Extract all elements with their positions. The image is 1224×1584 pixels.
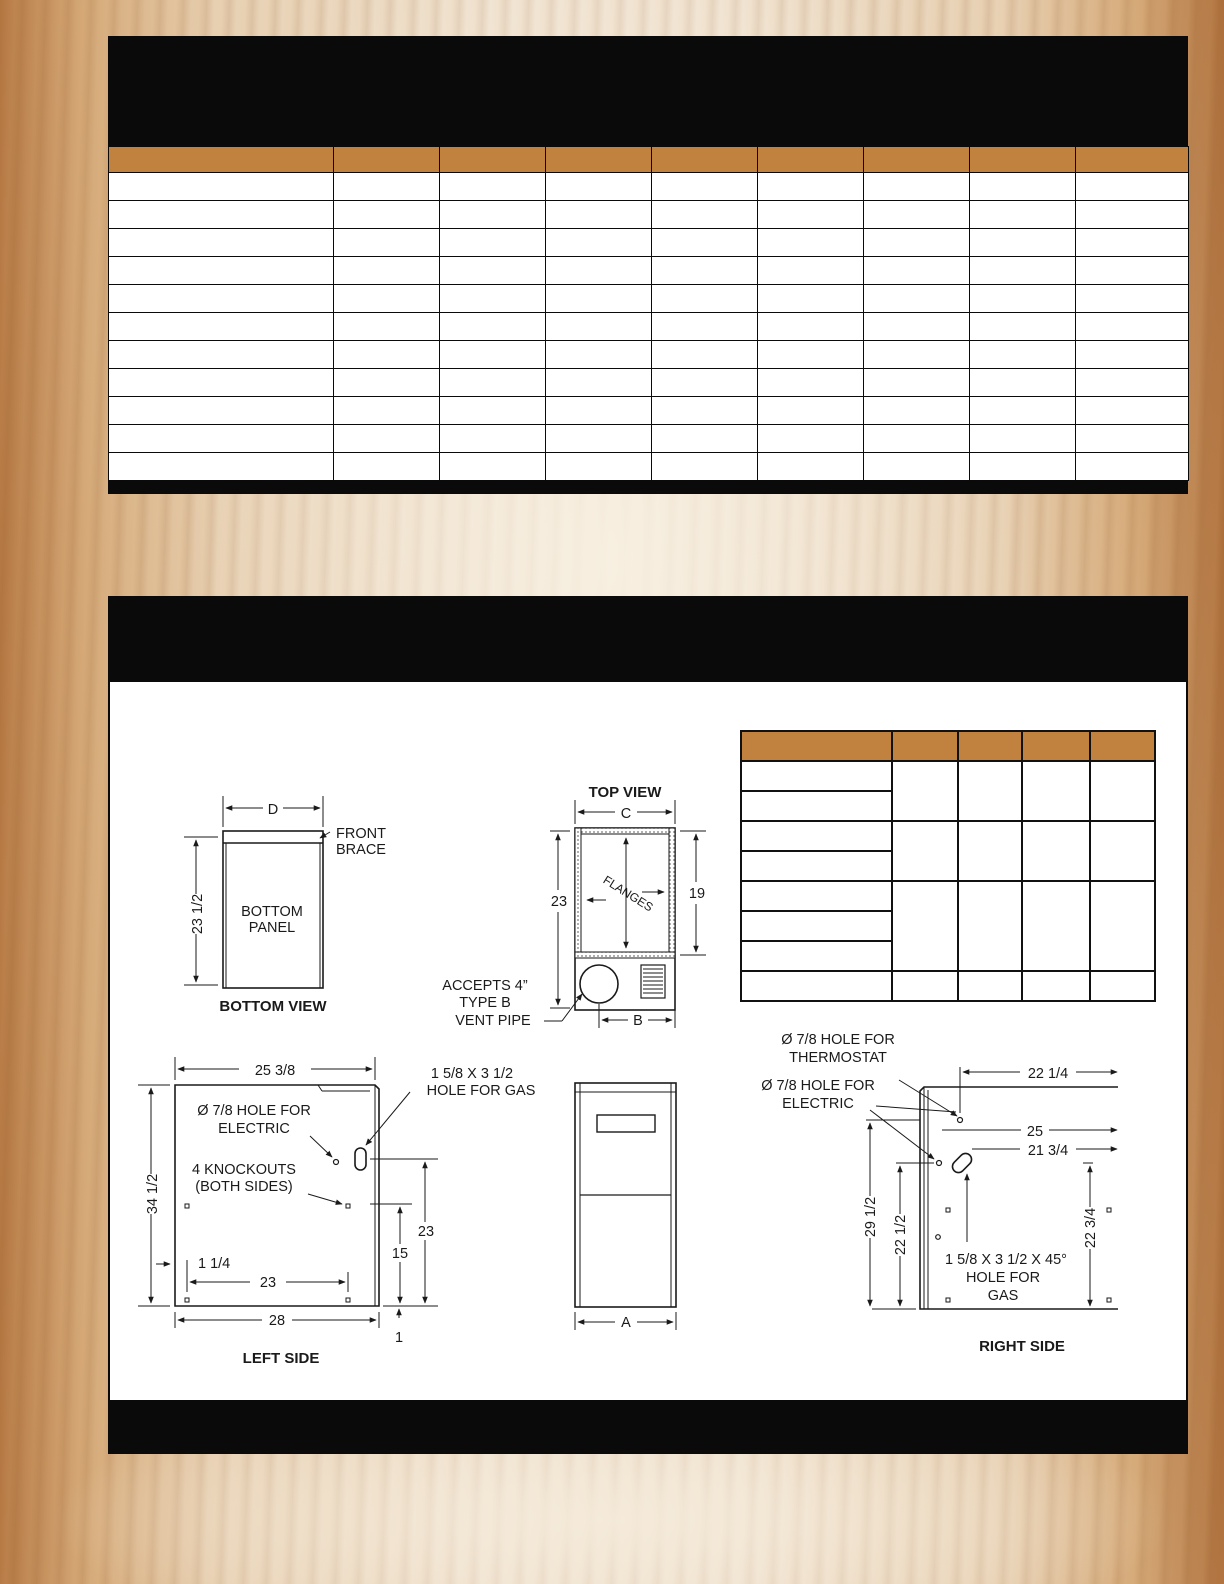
spec-header-cell xyxy=(334,147,440,173)
table-row xyxy=(109,341,1189,369)
right-gas-hole-label-3: GAS xyxy=(987,1288,1019,1304)
table-row xyxy=(109,453,1189,481)
thermostat-label-1: Ø 7/8 HOLE FOR xyxy=(781,1032,895,1048)
right-electric-label-1: Ø 7/8 HOLE FOR xyxy=(761,1078,875,1094)
knockouts-label-2: (BOTH SIDES) xyxy=(195,1179,293,1195)
table-row xyxy=(109,397,1189,425)
left-base: 1 xyxy=(394,1330,404,1346)
bottom-panel-label-2: PANEL xyxy=(248,920,296,936)
right-thermostat-offset: 22 1/4 xyxy=(1027,1066,1069,1082)
spec-header-row xyxy=(109,147,1189,173)
right-gas-offset: 21 3/4 xyxy=(1027,1143,1069,1159)
spec-header-cell xyxy=(652,147,758,173)
top-view-flange-depth: 19 xyxy=(688,886,706,902)
top-view-depth: 23 xyxy=(550,894,568,910)
spec-header-cell xyxy=(864,147,970,173)
vent-label-3: VENT PIPE xyxy=(455,1013,531,1029)
front-view xyxy=(575,1083,676,1330)
front-brace-label-1: FRONT xyxy=(336,826,386,842)
top-view xyxy=(544,800,706,1028)
left-electric-label-1: Ø 7/8 HOLE FOR xyxy=(197,1103,311,1119)
vent-pipe-circle xyxy=(580,965,618,1003)
left-gas-height: 23 xyxy=(417,1224,435,1240)
top-view-dim-b: B xyxy=(633,1013,643,1029)
spec-header-cell xyxy=(440,147,546,173)
right-thermostat-height: 29 1/2 xyxy=(863,1196,879,1238)
top-view-outline xyxy=(575,828,675,1010)
table-row xyxy=(109,173,1189,201)
spec-header-cell xyxy=(758,147,864,173)
left-electric-label-2: ELECTRIC xyxy=(218,1121,290,1137)
right-side-title: RIGHT SIDE xyxy=(979,1338,1065,1355)
table-row xyxy=(109,201,1189,229)
left-top-width: 25 3/8 xyxy=(254,1063,296,1079)
top-view-dim-c: C xyxy=(620,806,632,822)
table-row xyxy=(109,229,1189,257)
right-electric-label-2: ELECTRIC xyxy=(782,1096,854,1112)
bottom-panel-label-1: BOTTOM xyxy=(241,904,303,920)
front-brace-label-2: BRACE xyxy=(336,842,386,858)
spec-header-cell xyxy=(970,147,1076,173)
specifications-table xyxy=(108,146,1189,481)
table-row xyxy=(109,313,1189,341)
spec-header-cell xyxy=(109,147,334,173)
bottom-view-dim-d: D xyxy=(267,802,279,818)
left-knockout-height: 15 xyxy=(391,1246,409,1262)
top-view-title: TOP VIEW xyxy=(588,784,662,801)
right-gas-hole-label-2: HOLE FOR xyxy=(965,1270,1041,1286)
left-knockout-offset: 1 1/4 xyxy=(198,1256,231,1272)
vent-label-1: ACCEPTS 4” xyxy=(442,978,528,994)
specifications-panel xyxy=(108,36,1188,494)
front-view-dim-a: A xyxy=(621,1315,631,1331)
right-electric-height: 22 1/2 xyxy=(893,1214,909,1256)
knockouts-label-1: 4 KNOCKOUTS xyxy=(192,1162,296,1178)
table-row xyxy=(109,425,1189,453)
front-window xyxy=(597,1115,655,1132)
spec-header-cell xyxy=(1076,147,1189,173)
left-overall-depth: 28 xyxy=(268,1313,286,1329)
left-gas-hole xyxy=(355,1148,366,1170)
bottom-view-title: BOTTOM VIEW xyxy=(219,998,327,1015)
right-gas-hole xyxy=(950,1151,974,1175)
right-gas-hole-label-1: 1 5/8 X 3 1/2 X 45° xyxy=(945,1252,1067,1268)
flanges-label: FLANGES xyxy=(600,872,656,915)
left-gas-hole-label-2: HOLE FOR GAS xyxy=(426,1083,536,1099)
spec-header-cell xyxy=(546,147,652,173)
table-row xyxy=(109,257,1189,285)
table-row xyxy=(109,369,1189,397)
thermostat-label-2: THERMOSTAT xyxy=(789,1050,887,1066)
bottom-view-depth: 23 1/2 xyxy=(190,893,206,935)
left-side-title: LEFT SIDE xyxy=(242,1350,320,1367)
bottom-view xyxy=(184,796,330,988)
technical-drawings xyxy=(108,682,1118,1372)
left-height: 34 1/2 xyxy=(145,1173,161,1215)
left-knockout-spacing: 23 xyxy=(259,1275,277,1291)
left-gas-hole-label-1: 1 5/8 X 3 1/2 xyxy=(430,1066,514,1082)
right-gas-height: 22 3/4 xyxy=(1083,1207,1099,1249)
vent-label-2: TYPE B xyxy=(459,995,511,1011)
right-electric-offset: 25 xyxy=(1026,1124,1044,1140)
table-row xyxy=(109,285,1189,313)
